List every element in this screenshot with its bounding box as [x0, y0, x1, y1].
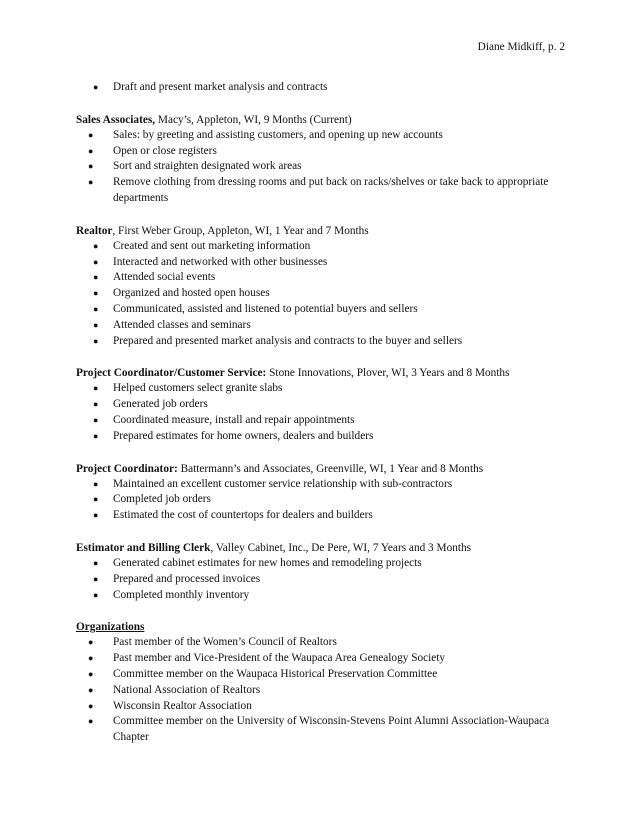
job-duties-list	[76, 239, 566, 350]
bullet-icon: ●	[93, 82, 99, 92]
list-item-text: National Association of Realtors	[113, 683, 261, 696]
bullet-icon: ●	[93, 478, 99, 489]
experience-sections	[76, 112, 566, 620]
job-heading	[76, 223, 566, 239]
list-item	[76, 651, 566, 667]
bullet-icon: ●	[93, 573, 99, 584]
list-item-text: Committee member on the Waupaca Historical Preservation Committee	[113, 667, 438, 680]
list-item	[76, 492, 566, 508]
list-item-text: Remove clothing from dressing rooms and put back on racks/shelves or take back to appropriate departments	[113, 176, 549, 204]
job-details: Macy’s, Appleton, WI, 9 Months (Current)	[155, 113, 352, 126]
job-title: Project Coordinator:	[76, 462, 178, 475]
bullet-icon: ●	[93, 589, 99, 600]
list-item	[76, 413, 566, 429]
job-duties-list	[76, 556, 566, 603]
list-item	[76, 144, 566, 160]
list-item	[76, 714, 566, 746]
list-item-text: Organized and hosted open houses	[113, 287, 270, 300]
list-item-text: Committee member on the University of Wisconsin-Stevens Point Alumni Association-Waupaca Chapter	[113, 715, 550, 744]
list-item	[76, 683, 566, 699]
bullet-icon: ●	[93, 272, 99, 283]
list-item-text: Generated cabinet estimates for new homes and remodeling projects	[113, 556, 422, 569]
bullet-icon: ●	[93, 399, 99, 410]
list-item	[76, 286, 566, 302]
job-heading	[76, 540, 566, 556]
bullet-icon: ●	[93, 510, 99, 521]
organizations-heading: Organizations	[76, 621, 145, 634]
list-item-text: Generated job orders	[113, 398, 208, 411]
bullet-icon: ●	[88, 129, 94, 140]
job-section	[76, 540, 566, 619]
job-heading	[76, 365, 566, 381]
organizations-section	[76, 619, 566, 746]
list-item-text: Attended social events	[113, 271, 216, 284]
job-section	[76, 365, 566, 460]
list-item	[76, 588, 566, 604]
list-item-text: Past member and Vice-President of the Waupaca Area Genealogy Society	[113, 652, 446, 665]
job-heading	[76, 461, 566, 477]
list-item	[76, 128, 566, 144]
list-item	[76, 508, 566, 524]
job-details: , First Weber Group, Appleton, WI, 1 Year and 7 Months	[112, 224, 369, 237]
list-item	[76, 397, 566, 413]
job-details: , Valley Cabinet, Inc., De Pere, WI, 7 Years and 3 Months	[210, 541, 472, 554]
resume-content	[76, 80, 566, 746]
job-section	[76, 112, 566, 223]
intro-list	[76, 80, 566, 96]
bullet-icon: ●	[93, 430, 99, 441]
list-item-text: Sort and straighten designated work areas	[113, 160, 302, 173]
page-header: Diane Midkiff, p. 2	[477, 41, 565, 53]
bullet-icon: ●	[93, 288, 99, 299]
bullet-icon: ●	[93, 414, 99, 425]
list-item-text: Past member of the Women’s Council of Realtors	[113, 636, 337, 649]
job-title: Estimator and Billing Clerk	[76, 541, 211, 554]
list-item	[76, 239, 566, 255]
list-item	[76, 159, 566, 175]
list-item	[76, 699, 566, 715]
list-item-text: Sales: by greeting and assisting customers, and opening up new accounts	[113, 128, 443, 141]
list-item	[76, 477, 566, 493]
list-item	[76, 302, 566, 318]
bullet-icon: ●	[88, 637, 94, 648]
list-item-text: Created and sent out marketing information	[113, 239, 311, 252]
list-item	[76, 556, 566, 572]
bullet-icon: ●	[88, 653, 94, 664]
list-item	[76, 381, 566, 397]
job-section	[76, 223, 566, 366]
bullet-icon: ●	[93, 303, 99, 314]
organizations-list	[76, 635, 566, 746]
bullet-icon: ●	[93, 256, 99, 267]
bullet-icon: ●	[88, 145, 94, 156]
list-item-text: Prepared and presented market analysis and contracts to the buyer and sellers	[113, 334, 463, 347]
list-item	[76, 255, 566, 271]
list-item	[76, 572, 566, 588]
job-heading	[76, 112, 566, 128]
job-section	[76, 461, 566, 540]
list-item-text: Completed monthly inventory	[113, 588, 250, 601]
job-duties-list	[76, 128, 566, 207]
bullet-icon: ●	[93, 494, 99, 505]
bullet-icon: ●	[88, 177, 94, 188]
job-title: Realtor	[76, 224, 113, 237]
list-item	[76, 80, 566, 96]
job-duties-list	[76, 477, 566, 524]
job-details: Stone Innovations, Plover, WI, 3 Years and 8 Months	[266, 367, 510, 380]
list-item-text: Prepared and processed invoices	[113, 572, 261, 585]
list-item-text: Draft and present market analysis and contracts	[113, 81, 328, 93]
list-item	[76, 429, 566, 445]
bullet-icon: ●	[88, 716, 94, 727]
bullet-icon: ●	[88, 668, 94, 679]
list-item-text: Helped customers select granite slabs	[113, 382, 283, 395]
list-item-text: Coordinated measure, install and repair appointments	[113, 413, 355, 426]
job-title: Sales Associates,	[76, 113, 156, 126]
bullet-icon: ●	[93, 319, 99, 330]
bullet-icon: ●	[93, 335, 99, 346]
bullet-icon: ●	[93, 557, 99, 568]
list-item-text: Maintained an excellent customer service relationship with sub-contractors	[113, 477, 453, 490]
bullet-icon: ●	[93, 383, 99, 394]
list-item	[76, 334, 566, 350]
job-title: Project Coordinator/Customer Service:	[76, 367, 267, 380]
list-item-text: Completed job orders	[113, 493, 211, 506]
list-item-text: Open or close registers	[113, 144, 217, 157]
list-item-text: Attended classes and seminars	[113, 318, 251, 331]
bullet-icon: ●	[88, 684, 94, 695]
list-item-text: Estimated the cost of countertops for dealers and builders	[113, 509, 373, 522]
list-item	[76, 635, 566, 651]
job-details: Battermann’s and Associates, Greenville, WI, 1 Year and 8 Months	[177, 462, 484, 475]
bullet-icon: ●	[88, 700, 94, 711]
list-item-text: Wisconsin Realtor Association	[113, 699, 252, 712]
list-item-text: Interacted and networked with other businesses	[113, 255, 328, 268]
bullet-icon: ●	[88, 161, 94, 172]
list-item	[76, 667, 566, 683]
list-item-text: Communicated, assisted and listened to potential buyers and sellers	[113, 302, 418, 315]
bullet-icon: ●	[93, 240, 99, 251]
job-duties-list	[76, 381, 566, 444]
list-item	[76, 318, 566, 334]
list-item	[76, 175, 566, 207]
list-item-text: Prepared estimates for home owners, dealers and builders	[113, 429, 374, 442]
list-item	[76, 270, 566, 286]
